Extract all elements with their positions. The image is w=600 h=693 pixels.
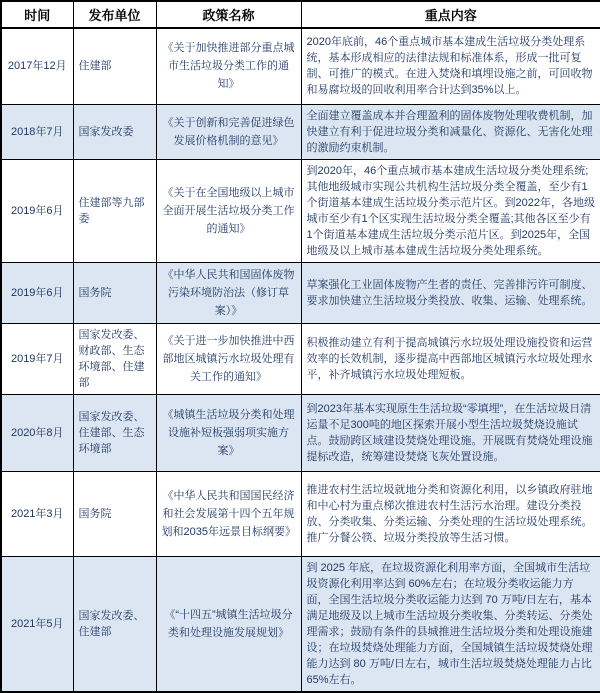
time-cell: 2021年3月 xyxy=(1,471,73,556)
policy-name-cell: 《关于创新和完善促进绿色发展价格机制的意见》 xyxy=(156,104,301,159)
time-cell: 2021年5月 xyxy=(1,556,73,692)
table-row xyxy=(1,394,600,471)
table-row xyxy=(1,262,600,323)
key-content-cell: 积极推动建立有利于提高城镇污水垃圾处理设施投资和运营效率的长效机制，逐步提高中西部地区城镇污水垃圾处理水平，补齐城镇污水垃圾处理短板。 xyxy=(301,323,600,394)
policy-name-cell: 《关于加快推进部分重点城市生活垃圾分类工作的通知》 xyxy=(156,28,301,104)
header-key-content: 重点内容 xyxy=(301,1,600,28)
key-content-cell: 到 2025 年底，在垃圾资源化利用率方面，全国城市生活垃圾资源化利用率达到 60%左右；在垃圾分类收运能力方面，全国生活垃圾分类收运能力达到 70 万吨/日左右，基本满足地级及以上城市生活垃圾分类收集、分类转运、分类处理需求；鼓励有条件的县城推进生活垃圾分类和处理设施建设；在垃圾焚烧处理能力方面，全国城镇生活垃圾焚烧处理能力达到 80 万吨/日左右，城市生活垃圾焚烧处理能力占比 65%左右。 xyxy=(301,556,600,692)
key-content-cell: 到2020年，46个重点城市基本建成生活垃圾分类处理系统;其他地级城市实现公共机构生活垃圾分类全覆盖，至少有1个街道基本建成生活垃圾分类示范片区。到2022年，各地级城市至少有1个区实现生活垃圾分类全覆盖;其他各区至少有1个街道基本建成生活垃圾分类示范片区。到2025年，全国地级及以上城市基本建成生活垃圾分类处理系统。 xyxy=(301,159,600,262)
policy-name-cell: 《关于在全国地级以上城市全面开展生活垃圾分类工作的通知》 xyxy=(156,159,301,262)
key-content-cell: 到2023年基本实现原生生活垃圾“零填埋”，在生活垃圾日清运量不足300吨的地区探索开展小型生活垃圾焚烧设施试点。鼓励跨区域建设焚烧处理设施。开展既有焚烧处理设施提标改造，统筹建设焚烧飞灰处置设施。 xyxy=(301,394,600,471)
time-cell: 2017年12月 xyxy=(1,28,73,104)
table-row xyxy=(1,159,600,262)
publisher-cell: 住建部 xyxy=(73,28,156,104)
header-row xyxy=(1,1,600,28)
header-time: 时间 xyxy=(1,1,73,28)
table-row xyxy=(1,471,600,556)
key-content-cell: 推进农村生活垃圾就地分类和资源化利用，以乡镇政府驻地和中心村为重点梯次推进农村生活污水治理。建设分类投放、分类收集、分类运输、分类处理的生活垃圾处理系统。推广分餐公筷、垃圾分类投放等生活习惯。 xyxy=(301,471,600,556)
table-row xyxy=(1,556,600,692)
publisher-cell: 住建部等九部委 xyxy=(73,159,156,262)
policy-name-cell: 《中华人民共和国固体废物污染环境防治法（修订草案）》 xyxy=(156,262,301,323)
table-row xyxy=(1,104,600,159)
table-row xyxy=(1,323,600,394)
header-publisher: 发布单位 xyxy=(73,1,156,28)
key-content-cell: 全面建立覆盖成本并合理盈利的固体废物处理收费机制，加快建立有利于促进垃圾分类和减量化、资源化、无害化处理的激励约束机制。 xyxy=(301,104,600,159)
time-cell: 2018年7月 xyxy=(1,104,73,159)
time-cell: 2019年6月 xyxy=(1,262,73,323)
key-content-cell: 草案强化工业固体废物产生者的责任、完善排污许可制度、要求加快建立生活垃圾分类投放、收集、运输、处理系统。 xyxy=(301,262,600,323)
policy-name-cell: 《“十四五”城镇生活垃圾分类和处理设施发展规划》 xyxy=(156,556,301,692)
table-row xyxy=(1,28,600,104)
publisher-cell: 国家发改委、住建部 xyxy=(73,556,156,692)
publisher-cell: 国家发改委、住建部、生态环境部 xyxy=(73,394,156,471)
publisher-cell: 国家发改委、财政部、生态环境部、住建部 xyxy=(73,323,156,394)
publisher-cell: 国家发改委 xyxy=(73,104,156,159)
policy-name-cell: 《城镇生活垃圾分类和处理设施补短板强弱项实施方案》 xyxy=(156,394,301,471)
policy-name-cell: 《中华人民共和国国民经济和社会发展第十四个五年规划和2035年远景目标纲要》 xyxy=(156,471,301,556)
header-policy-name: 政策名称 xyxy=(156,1,301,28)
time-cell: 2020年8月 xyxy=(1,394,73,471)
policy-name-cell: 《关于进一步加快推进中西部地区城镇污水垃圾处理有关工作的通知》 xyxy=(156,323,301,394)
key-content-cell: 2020年底前，46个重点城市基本建成生活垃圾分类处理系统，基本形成相应的法律法规和标准体系，形成一批可复制、可推广的模式。在进入焚烧和填埋设施之前，可回收物和易腐垃圾的回收利用率合计达到35%以上。 xyxy=(301,28,600,104)
publisher-cell: 国务院 xyxy=(73,262,156,323)
time-cell: 2019年6月 xyxy=(1,159,73,262)
time-cell: 2019年7月 xyxy=(1,323,73,394)
publisher-cell: 国务院 xyxy=(73,471,156,556)
